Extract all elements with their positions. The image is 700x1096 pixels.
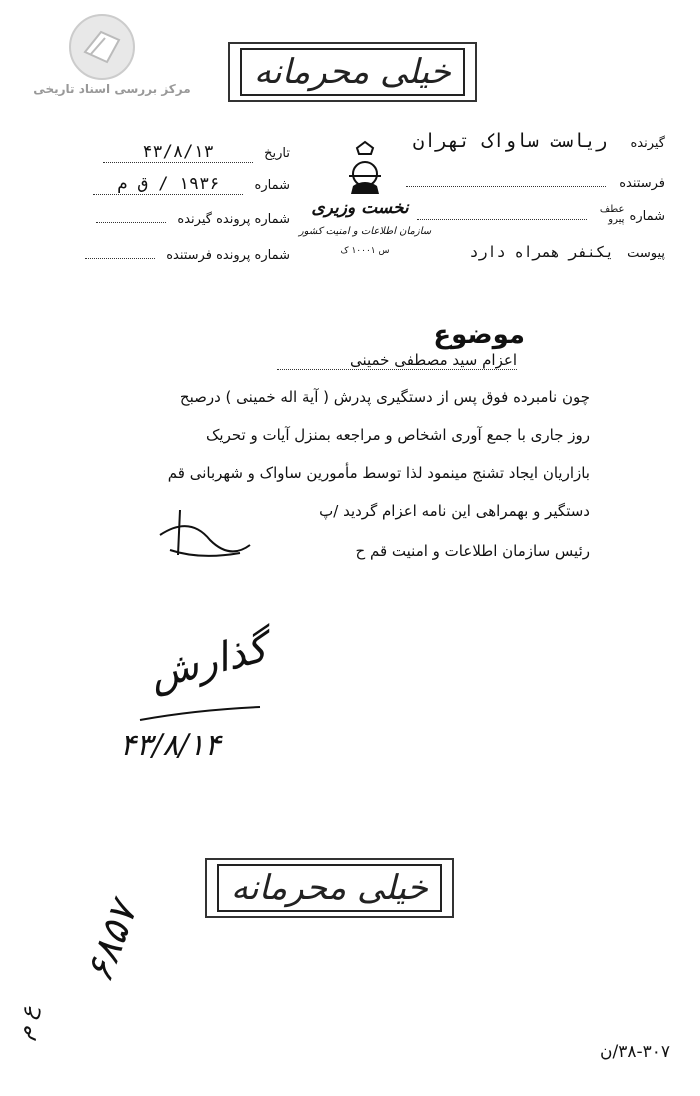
attachment-label: پیوست — [627, 246, 665, 261]
number-label: شماره — [629, 209, 665, 224]
bottom-classification-stamp — [205, 858, 454, 918]
note-underline-icon — [135, 705, 265, 725]
header-recipient-file — [80, 208, 290, 227]
subject-line — [185, 320, 525, 370]
number-sup-1: عطف — [599, 204, 625, 215]
subject-label: موضوع — [433, 320, 525, 350]
bottom-stamp-text: خیلی محرمانه — [217, 864, 442, 912]
attachment-value: یکنفر همراه دارد — [469, 243, 614, 261]
ref-number-label: شماره — [254, 178, 290, 193]
archive-watermark — [12, 12, 212, 102]
footer-code: ۳۸-۳۰۷/ن — [599, 1042, 670, 1062]
body-line: بازاریان ایجاد تشنج مینمود لذا توسط مأمورین ساواک و شهربانی قم — [167, 464, 590, 482]
recipient-label: گیرنده — [630, 136, 665, 151]
side-initials: ع م — [11, 1003, 43, 1042]
handwritten-number: ۶۸۵۷ — [76, 896, 146, 988]
top-stamp-text: خیلی محرمانه — [240, 48, 465, 96]
lion-and-sun-emblem-icon — [335, 140, 395, 200]
header-sender-file — [80, 244, 290, 263]
watermark-text: مرکز بررسی اسناد تاریخی — [33, 82, 191, 96]
date-label: تاریخ — [264, 146, 290, 161]
date-value: ۴۳/۸/۱۳ — [103, 142, 253, 163]
number-sup-2: پیرو — [608, 214, 625, 225]
subject-value: اعزام سید مصطفی خمینی — [277, 351, 517, 370]
body-line: روز جاری با جمع آوری اشخاص و مراجعه بمنزل آیات و تحریک — [205, 426, 590, 444]
top-classification-stamp — [228, 42, 477, 102]
recipient-value: ریاست ساواک تهران — [412, 130, 608, 152]
sender-file-label: شماره پرونده فرستنده — [166, 248, 290, 263]
archive-logo-icon — [67, 12, 137, 82]
handwritten-date: ۴۳/۸/۱۴ — [120, 728, 221, 763]
recipient-file-label: شماره پرونده گیرنده — [177, 212, 290, 227]
signature-line: رئیس سازمان اطلاعات و امنیت قم ح — [355, 542, 590, 560]
emblem-code: س ۱۰۰۰۱ ک — [340, 246, 390, 256]
body-line: چون نامبرده فوق پس از دستگیری پدرش ( آیة اله خمینی ) درصبح — [179, 388, 590, 406]
emblem-title: نخست وزیری — [311, 198, 409, 218]
header-date — [80, 142, 290, 163]
header-ref-number — [80, 174, 290, 195]
sender-label: فرستنده — [619, 176, 665, 191]
emblem — [295, 140, 435, 270]
emblem-subtitle: سازمان اطلاعات و امنیت کشور — [298, 226, 432, 237]
ref-number-value: ۱۹۳۶ / ق م — [93, 174, 243, 195]
handwritten-note: گذارش — [144, 624, 272, 699]
body-line: دستگیر و بهمراهی این نامه اعزام گردید /پ — [319, 502, 590, 520]
